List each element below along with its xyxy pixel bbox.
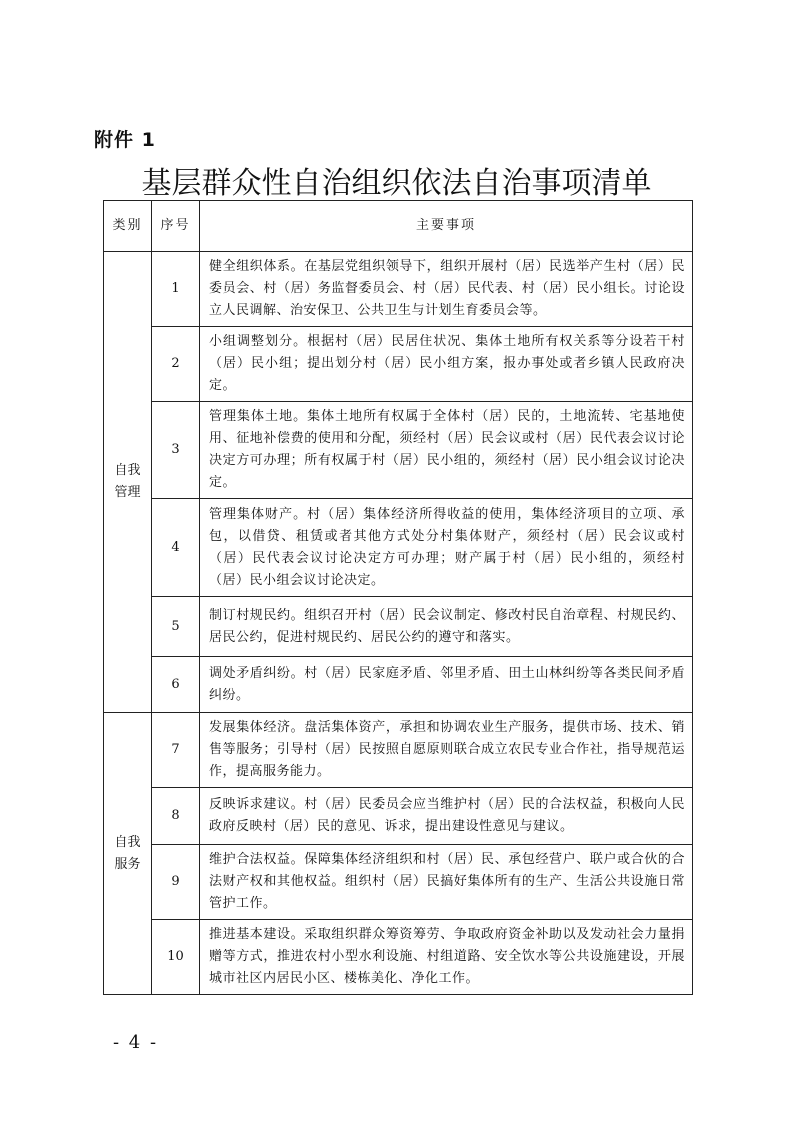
header-category: 类别 xyxy=(104,201,152,252)
table-row xyxy=(104,657,693,713)
table-header-row xyxy=(104,201,693,252)
table-row xyxy=(104,920,693,995)
row-number: 5 xyxy=(152,597,200,657)
matter-text: 健全组织体系。在基层党组织领导下，组织开展村（居）民选举产生村（居）民委员会、村（居）务监督委员会、村（居）民代表、村（居）民小组长。讨论设立人民调解、治安保卫、公共卫生与计划生育委员会等。 xyxy=(200,252,693,327)
table-row xyxy=(104,713,693,788)
table-body xyxy=(104,252,693,995)
row-number: 8 xyxy=(152,788,200,845)
category-cell xyxy=(104,713,152,995)
row-number: 3 xyxy=(152,402,200,499)
matter-text: 反映诉求建议。村（居）民委员会应当维护村（居）民的合法权益，积极向人民政府反映村（居）民的意见、诉求，提出建设性意见与建议。 xyxy=(200,788,693,845)
matter-text: 发展集体经济。盘活集体资产，承担和协调农业生产服务，提供市场、技术、销售等服务；引导村（居）民按照自愿原则联合成立农民专业合作社，指导规范运作，提高服务能力。 xyxy=(200,713,693,788)
header-content: 主要事项 xyxy=(200,201,693,252)
row-number: 9 xyxy=(152,845,200,920)
matters-table xyxy=(103,200,693,995)
row-number: 2 xyxy=(152,327,200,402)
document-title: 基层群众性自治组织依法自治事项清单 xyxy=(141,166,652,201)
header-number: 序号 xyxy=(152,201,200,252)
row-number: 4 xyxy=(152,499,200,597)
matter-text: 维护合法权益。保障集体经济组织和村（居）民、承包经营户、联户或合伙的合法财产权和其他权益。组织村（居）民搞好集体所有的生产、生活公共设施日常管护工作。 xyxy=(200,845,693,920)
row-number: 7 xyxy=(152,713,200,788)
table-row xyxy=(104,327,693,402)
matter-text: 推进基本建设。采取组织群众筹资筹劳、争取政府资金补助以及发动社会力量捐赠等方式，推进农村小型水利设施、村组道路、安全饮水等公共设施建设，开展城市社区内居民小区、楼栋美化、净化工作。 xyxy=(200,920,693,995)
matter-text: 调处矛盾纠纷。村（居）民家庭矛盾、邻里矛盾、田土山林纠纷等各类民间矛盾纠纷。 xyxy=(200,657,693,713)
row-number: 6 xyxy=(152,657,200,713)
row-number: 1 xyxy=(152,252,200,327)
category-cell xyxy=(104,252,152,713)
table-row xyxy=(104,597,693,657)
attachment-label: 附件 1 xyxy=(94,129,156,151)
matter-text: 管理集体土地。集体土地所有权属于全体村（居）民的，土地流转、宅基地使用、征地补偿费的使用和分配，须经村（居）民会议或村（居）民代表会议讨论决定方可办理；所有权属于村（居）民小组的，须经村（居）民小组会议讨论决定。 xyxy=(200,402,693,499)
matter-text: 制订村规民约。组织召开村（居）民会议制定、修改村民自治章程、村规民约、居民公约，促进村规民约、居民公约的遵守和落实。 xyxy=(200,597,693,657)
matter-text: 小组调整划分。根据村（居）民居住状况、集体土地所有权关系等分设若干村（居）民小组；提出划分村（居）民小组方案，报办事处或者乡镇人民政府决定。 xyxy=(200,327,693,402)
table-row xyxy=(104,402,693,499)
page-number: - 4 - xyxy=(113,1032,159,1053)
row-number: 10 xyxy=(152,920,200,995)
table-row xyxy=(104,499,693,597)
category-label: 自我 管理 xyxy=(114,463,141,500)
category-label: 自我 服务 xyxy=(114,834,141,872)
table-row xyxy=(104,252,693,327)
table-row xyxy=(104,788,693,845)
matter-text: 管理集体财产。村（居）集体经济所得收益的使用，集体经济项目的立项、承包，以借贷、租赁或者其他方式处分村集体财产，须经村（居）民会议或村（居）民代表会议讨论决定方可办理；财产属于村（居）民小组的，须经村（居）民小组会议讨论决定。 xyxy=(200,499,693,597)
table-row xyxy=(104,845,693,920)
